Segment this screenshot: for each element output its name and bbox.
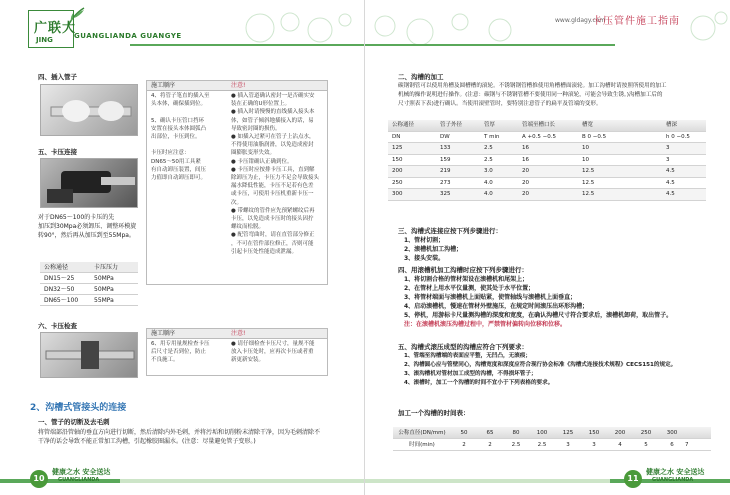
table-cell: 16 — [522, 156, 529, 163]
table-header-cell: 250 — [640, 430, 652, 436]
r-section-3-title: 三、沟槽式连接应按下列步骤进行： — [398, 227, 502, 235]
table-cell: 20 — [522, 168, 529, 174]
time-table-header — [393, 427, 711, 439]
table-header-cell — [622, 120, 662, 131]
table-row — [388, 189, 706, 201]
table-cell: B 0 −0.5 — [582, 133, 607, 140]
table-header-cell: 200 — [614, 430, 626, 436]
table-header-cell: 100 — [536, 430, 548, 436]
table-header-cell: 150 — [588, 430, 600, 436]
groove-table-subheader — [388, 132, 706, 144]
r-section-5-list — [404, 352, 722, 388]
list-item: 3、将管材端面与滚槽机上面贴紧，使管轴线与滚槽机上面垂直； — [404, 294, 577, 301]
table-cell: 5 — [644, 442, 648, 448]
table-cell: 2.5 — [484, 156, 493, 163]
list-item: 5、停机，用游标卡尺量测沟槽的深度和宽度，在确认沟槽尺寸符合要求后，滚槽机卸荷，取出管子。 — [404, 312, 673, 319]
table-cell — [622, 155, 662, 166]
note-col-header: 注意! — [231, 82, 246, 89]
page-number: 10 — [30, 470, 48, 488]
table-cell: 50MPa — [94, 286, 114, 293]
table-cell: 2.5 — [484, 145, 493, 151]
table-cell: 3 — [666, 145, 670, 151]
table-row — [40, 295, 138, 306]
table-cell: DN65～100 — [44, 297, 79, 304]
sub1-line-1: 将管端部沿管轴的垂直方向进行切断，然后清除内外毛刺，并将污垢和切削粉末清除干净，因为毛刺清除不 — [38, 429, 321, 436]
table-row — [40, 284, 138, 295]
table-cell: 159 — [440, 156, 451, 163]
insert-pipe-photo — [40, 84, 138, 136]
table-row — [40, 273, 138, 284]
table-cell: 250 — [392, 179, 403, 186]
gloved-hands-pipe-icon — [41, 85, 138, 136]
table-header-cell: 管端至槽口长 — [522, 122, 556, 128]
footer-bar-icon — [0, 476, 365, 486]
section-5-line-3: 转90°，然后再从加压到至55Mpa。 — [38, 232, 135, 239]
logo-text-jing: JING — [36, 36, 53, 44]
press-tool-photo — [40, 158, 138, 208]
table-cell: 20 — [522, 179, 529, 186]
list-item: 2、在管材上用水平仪量测，使其处于水平位置； — [404, 285, 535, 292]
table-cell: 2 — [462, 442, 466, 448]
step-table-2-steps: 6、用专用量规检查卡压 后尺寸是否到位，防止 不良施工。 — [151, 341, 210, 364]
page-number: 11 — [624, 470, 642, 488]
table-cell: 4.5 — [666, 179, 675, 186]
list-item: 1、将切割合格的管材架设在滚槽机和尾架上； — [404, 276, 529, 283]
table-cell: 2 — [488, 442, 492, 448]
footer-slogan: 健康之水 安全送达 — [646, 468, 705, 476]
list-item: 1、管材切割； — [404, 237, 445, 244]
table-cell: DN32～50 — [44, 286, 75, 293]
table-header-cell: 80 — [512, 430, 520, 436]
section-5-line-2: 加压到30Mpa必须卸压、调整环模旋 — [38, 223, 137, 230]
step-table-1 — [146, 80, 328, 285]
list-item: 3、接头安装。 — [404, 255, 445, 262]
table-cell: 时间(min) — [409, 442, 435, 448]
step-table-2-header — [147, 329, 327, 339]
time-table-title: 加工一个沟槽的时间表： — [398, 409, 470, 417]
sub1-text — [38, 428, 358, 446]
table-cell: 150 — [392, 156, 403, 163]
groove-time-table — [393, 427, 711, 451]
step-table-2 — [146, 328, 328, 376]
table-cell — [622, 178, 662, 189]
table-row — [388, 155, 706, 167]
r-section-5-title: 五、沟槽式滚压成型的沟槽应符合下列要求： — [398, 343, 528, 351]
guide-title: 卡压管件施工指南 — [592, 16, 680, 27]
table-cell: 4 — [618, 442, 622, 448]
logo-text-en: GUANGLIANDA GUANGYE — [74, 32, 182, 40]
r-section-4-list — [404, 275, 714, 329]
table-row — [388, 178, 706, 190]
table-cell — [622, 166, 662, 177]
pressure-table — [40, 262, 138, 306]
step-table-1-notes: ● 插入管道确认密封一是否确实安 装在正确的U形位置上。 ● 插入时请慢慢的直线插入接头本 体，如管子倾斜地插接入的话，易 导致密封圈的损伤。 ● 如插入过紧可在管子上沾点水， 不得使用油脂润滑，以免造成密封 圈膨胀变形失效。 ● 卡压钳确认正确到位。 ● 卡压时应按排卡压工具，直到解 除卸压为止，卡压力不足会导致接头 漏水降低性能，卡压不足若有色差 或卡压，可使用卡压机重新卡压一 次。 ● 带螺纹的管件应先预紧螺纹后再 卡压，以免造成卡压时的接头因拧 螺纹而松脱。 ● 配管弯曲时，请在直管部分修正 ，不可在管件部位修正，否则可能 引起卡压处性能造成泄漏。 — [231, 93, 320, 255]
header-line — [365, 44, 615, 46]
table-cell: 4.0 — [484, 179, 493, 186]
table-cell: h 0 −0.5 — [666, 133, 690, 140]
groove-dimensions-table — [388, 120, 706, 201]
r-section-2-title: 二、沟槽的加工 — [398, 73, 444, 81]
table-header-cell: 65 — [486, 430, 494, 436]
table-header-cell: 管厚 — [484, 122, 496, 128]
table-cell: 12.5 — [582, 191, 595, 197]
table-cell: 55MPa — [94, 297, 114, 304]
r-section-2-line-3: 尺寸照表下表)进行确认。当使用滚壁管时，要特别注意管子的扁平及管端的变形。 — [398, 101, 602, 107]
footer-sub: GUANGLIANDA — [58, 477, 100, 483]
decorative-circles-icon — [365, 8, 535, 48]
footer-slogan: 健康之水 安全送达 — [52, 468, 111, 476]
r-section-2-text — [398, 82, 718, 109]
table-cell: 300 — [392, 191, 403, 197]
table-cell: 3 — [592, 442, 596, 448]
groove-section-title: 2、沟槽式管接头的连接 — [30, 403, 127, 413]
list-item: 4、启动滚槽机，慢速在管材外壁施压，在规定时间滚压出环形沟槽； — [404, 303, 589, 310]
section-6-title: 六、卡压检查 — [38, 322, 77, 330]
table-cell — [622, 189, 662, 200]
table-cell: 10 — [582, 145, 589, 151]
gauge-check-icon — [41, 333, 138, 378]
table-cell: 6 — [670, 442, 674, 448]
footer-sub: GUANGLIANDA — [652, 477, 694, 483]
table-header-cell: 300 — [666, 430, 678, 436]
groove-table-header — [388, 120, 706, 132]
r-section-2-line-2: 机械的操作说明进行操作。(注意：碳钢与不锈钢管槽不要使用同一种滚轮，可能会导致生锈。)沟槽加工后的 — [398, 92, 663, 98]
section-5-text — [38, 213, 148, 240]
pressure-header-value: 卡压压力 — [94, 264, 119, 271]
list-item: 4、滚槽时，加工一个沟槽的时间不宜小于下列表格的要求。 — [404, 380, 554, 386]
table-cell: 219 — [440, 168, 451, 174]
list-item: 3、滚沟槽机对管材加工成型的沟槽，不得损坏管子； — [404, 371, 537, 377]
gauge-check-photo — [40, 332, 138, 378]
pressure-header-dn: 公称通径 — [44, 264, 69, 271]
table-cell: 2.5 — [511, 442, 521, 448]
table-cell: 2.5 — [537, 442, 547, 448]
table-cell: DN15～25 — [44, 275, 75, 282]
table-row: 时间(min) 2 2 2.5 2.5 3 3 4 5 6 7 — [393, 439, 711, 451]
r-section-4-title: 四、用滚槽机加工沟槽时应按下列步骤进行： — [398, 266, 528, 274]
table-cell: 3.0 — [484, 168, 493, 174]
table-cell: 10 — [582, 156, 589, 163]
table-cell — [622, 132, 662, 143]
table-header-cell: 50 — [460, 430, 468, 436]
press-tool-icon — [41, 159, 138, 208]
table-cell: T min — [484, 133, 500, 140]
table-cell: 125 — [392, 145, 403, 151]
table-header-cell: 槽宽 — [582, 122, 594, 128]
table-cell: 133 — [440, 145, 451, 151]
step-table-1-header — [147, 81, 327, 91]
table-cell: 3 — [566, 442, 570, 448]
table-header-cell: 槽深 — [666, 122, 678, 128]
note-col-header: 注意! — [231, 330, 246, 337]
table-cell: 273 — [440, 179, 451, 186]
r-section-2-line-1: 碳钢钢管可以使用角槽及圆槽槽的滚轮。不锈钢钢管槽推使用角槽槽面滚轮。加工沟槽时请按照所使用的加工 — [398, 83, 667, 89]
pressure-table-header — [40, 262, 138, 273]
table-cell: 16 — [522, 145, 529, 151]
decorative-circles-icon — [240, 8, 360, 48]
table-cell: 20 — [522, 191, 529, 197]
table-header-cell: 公称通径 — [392, 122, 415, 128]
table-cell: DW — [440, 133, 450, 140]
list-item: 2、沟槽圆心应与管壁同心，沟槽宽度和深度应符合现行协会标准《沟槽式连接技术规程》CECS151的规定。 — [404, 362, 677, 368]
table-cell: 4.5 — [666, 168, 675, 174]
table-cell: 4.5 — [666, 191, 675, 197]
sub1-line-2: 干净的话会导致不能正常加工沟槽，引起橡胶圈漏水。(注意：尽量避免管子变形。) — [38, 438, 256, 445]
table-cell: A +0.5 −0.5 — [522, 133, 556, 140]
step-table-1-steps: 4、将管子笔直的插入至 头本体，确保插到位。 5、确认卡压管口挡环 安置在接头本体圆弧凸 出部位，卡压到位。 卡压时应注意： DN65～50用工具紧 有自动卸压装置，间压 力值即自动卸压即可。 — [151, 93, 210, 182]
section-5-line-1: 对于DN65～100的卡压的先 — [38, 214, 115, 221]
step-col-header: 施工顺序 — [151, 82, 176, 89]
table-row — [388, 143, 706, 155]
table-cell: 12.5 — [582, 179, 595, 186]
table-header-cell: 125 — [562, 430, 574, 436]
table-row — [388, 166, 706, 178]
table-cell: DN — [392, 133, 401, 140]
table-cell: 50MPa — [94, 275, 114, 282]
section-5-title: 五、卡压连接 — [38, 148, 77, 156]
step-col-header: 施工顺序 — [151, 330, 176, 337]
step-table-2-notes: ● 请仔细检查卡压尺寸，量规不能 放入卡压处时，应再次卡压或者重 新更新安装。 — [231, 341, 315, 364]
table-cell: 3 — [666, 156, 670, 163]
table-cell: 12.5 — [582, 168, 595, 174]
sub1-title: 一、管子的切断及去毛刺 — [38, 418, 110, 426]
table-header-cell: 管子外径 — [440, 122, 463, 128]
r-section-3-list — [404, 236, 704, 263]
table-cell — [622, 143, 662, 154]
r-section-4-note: 注：在滚槽机滚压沟槽过程中，严禁管材偏转向位移和位移。 — [404, 321, 567, 328]
section-4-title: 四、插入管子 — [38, 73, 77, 81]
website-url: www.gldagy.com — [555, 17, 606, 24]
decorative-circles-icon — [685, 8, 730, 48]
list-item: 1、管端至沟槽端的表面应平整，无凹凸，无滚痕； — [404, 353, 531, 359]
table-cell: 325 — [440, 191, 451, 197]
table-cell: 200 — [392, 168, 403, 174]
table-cell: 4.0 — [484, 191, 493, 197]
table-header-cell: 公称直径(DN/mm) — [398, 430, 446, 436]
logo-text-cn: 广联大 — [34, 21, 77, 36]
list-item: 2、滚槽机加工沟槽； — [404, 246, 463, 253]
